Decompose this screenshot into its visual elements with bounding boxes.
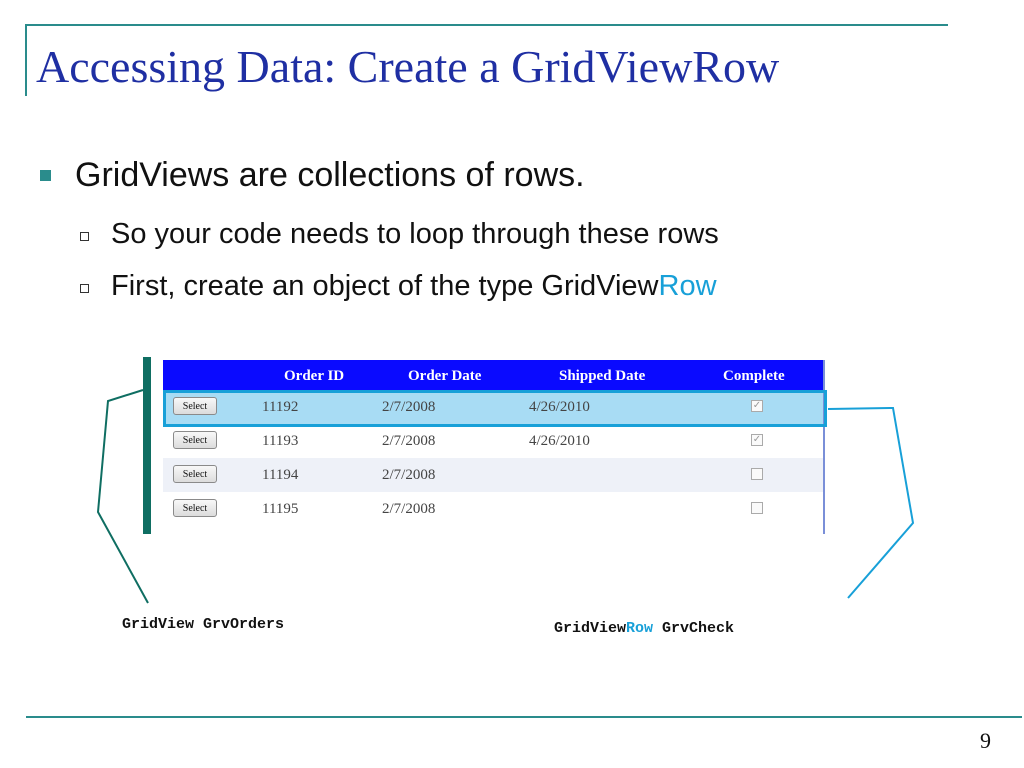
- header-complete: Complete: [723, 368, 785, 384]
- cell-order-date: 2/7/2008: [382, 501, 436, 517]
- selected-row-highlight: [163, 390, 827, 427]
- cell-order-id: 11192: [262, 399, 299, 415]
- cell-order-date: 2/7/2008: [382, 399, 436, 415]
- callout-right-prefix: GridView: [554, 620, 627, 637]
- select-button[interactable]: Select: [173, 431, 217, 449]
- cell-shipped-date: 4/26/2010: [529, 433, 590, 449]
- table-row: [163, 424, 823, 458]
- gridview-orders: [163, 360, 825, 534]
- callout-right-suffix: GrvCheck: [653, 620, 735, 637]
- header-order-id: Order ID: [284, 368, 345, 384]
- bullet-sub-2-prefix: First, create an object of the type GridView: [111, 270, 659, 302]
- cell-order-date: 2/7/2008: [382, 433, 436, 449]
- complete-checkbox[interactable]: ✓: [752, 434, 762, 445]
- right-callout-line: [828, 408, 913, 598]
- left-callout-line: [98, 390, 148, 603]
- header-shipped-date: Shipped Date: [559, 368, 646, 384]
- select-button[interactable]: Select: [173, 397, 217, 415]
- callout-gridviewrow-label: [554, 620, 734, 637]
- table-row: [163, 492, 823, 526]
- bullet-main-text: GridViews are collections of rows.: [75, 156, 585, 194]
- page-number: 9: [980, 728, 991, 753]
- cell-shipped-date: 4/26/2010: [529, 399, 590, 415]
- cell-order-id: 11194: [262, 467, 299, 483]
- complete-checkbox[interactable]: [751, 502, 763, 514]
- complete-checkbox[interactable]: [751, 468, 763, 480]
- header-order-date: Order Date: [408, 368, 482, 384]
- cell-order-date: 2/7/2008: [382, 467, 436, 483]
- bullet-sub-2-accent: Row: [658, 270, 717, 302]
- callout-right-accent: Row: [626, 620, 654, 637]
- bullet-sub-1-text: So your code needs to loop through these rows: [111, 218, 719, 250]
- table-row: [163, 458, 823, 492]
- select-button[interactable]: Select: [173, 499, 217, 517]
- cell-order-id: 11193: [262, 433, 299, 449]
- select-button[interactable]: Select: [173, 465, 217, 483]
- callout-gridview-label: GridView GrvOrders: [122, 616, 285, 633]
- slide-title: Accessing Data: Create a GridViewRow: [36, 41, 780, 92]
- grid-header-row: [163, 360, 823, 390]
- cell-order-id: 11195: [262, 501, 299, 517]
- gridview-side-bar: [143, 357, 151, 534]
- complete-checkbox[interactable]: ✓: [752, 400, 762, 411]
